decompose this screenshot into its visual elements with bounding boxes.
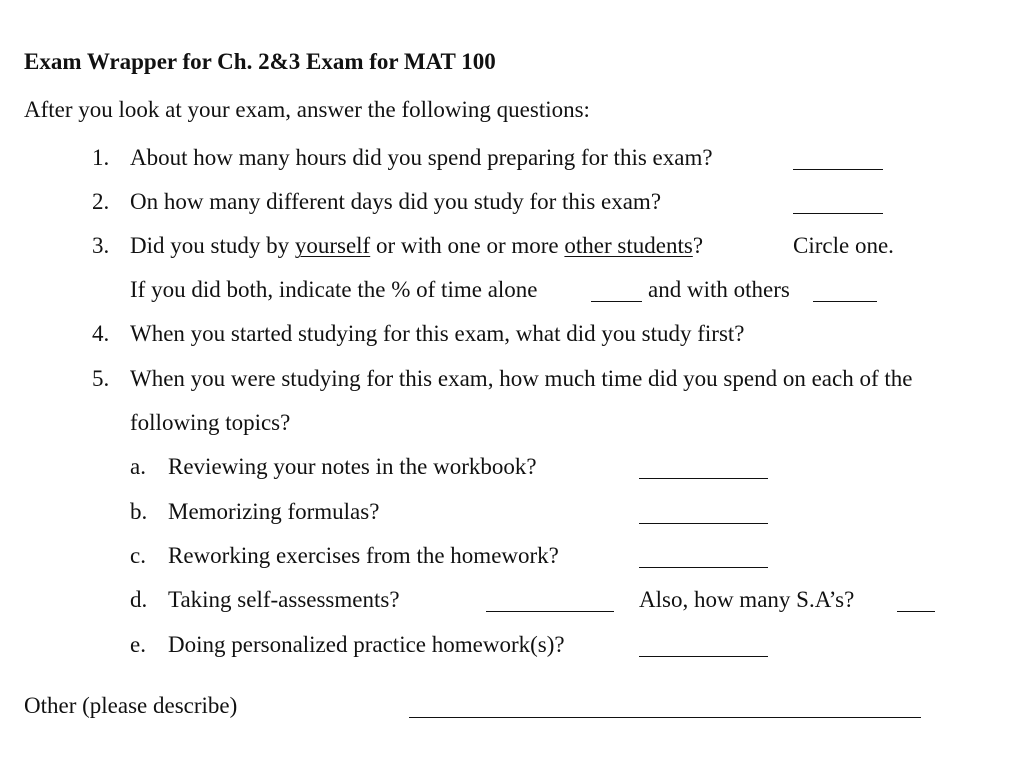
answer-blank-formulas[interactable] (639, 523, 768, 524)
answer-blank-notes[interactable] (639, 478, 768, 479)
subitem-d-text: Taking self-assessments? (168, 587, 400, 612)
subitem-b-text: Memorizing formulas? (168, 499, 380, 524)
subitem-c-letter: c. (130, 543, 146, 568)
subitem-a-text: Reviewing your notes in the workbook? (168, 454, 537, 479)
subitem-c-text: Reworking exercises from the homework? (168, 543, 559, 568)
question-3-text (130, 232, 703, 260)
answer-blank-hours[interactable] (793, 169, 883, 170)
subitem-a-letter: a. (130, 454, 146, 479)
subitem-e-text: Doing personalized practice homework(s)? (168, 632, 565, 657)
answer-blank-sa-count[interactable] (897, 611, 935, 612)
question-5-number: 5. (92, 366, 110, 391)
page-title: Exam Wrapper for Ch. 2&3 Exam for MAT 100 (24, 49, 496, 74)
question-3-text-middle: or with one or more (370, 233, 565, 258)
question-1-number: 1. (92, 145, 110, 170)
question-3-followup-part2: and with others (648, 277, 790, 302)
answer-blank-other[interactable] (409, 717, 921, 718)
option-yourself[interactable]: yourself (294, 233, 371, 258)
answer-blank-days[interactable] (793, 213, 883, 214)
option-other-students[interactable]: other students (564, 233, 693, 258)
intro-text: After you look at your exam, answer the following questions: (24, 97, 590, 122)
question-2-text: On how many different days did you study for this exam? (130, 189, 662, 214)
question-3-text-before: Did you study by (130, 233, 295, 258)
subitem-e-letter: e. (130, 632, 146, 657)
subitem-d-extra-question: Also, how many S.A’s? (639, 587, 855, 612)
question-4-number: 4. (92, 321, 110, 346)
other-label: Other (please describe) (24, 693, 238, 718)
question-5-text: When you were studying for this exam, how much time did you spend on each of the (130, 366, 913, 391)
answer-blank-percent-others[interactable] (813, 301, 877, 302)
answer-blank-practice-homework[interactable] (639, 656, 768, 657)
question-3-number: 3. (92, 233, 110, 258)
answer-blank-self-assessments[interactable] (486, 611, 614, 612)
subitem-d-letter: d. (130, 587, 148, 612)
question-3-text-after: ? (692, 233, 704, 258)
question-2-number: 2. (92, 189, 110, 214)
question-1-text: About how many hours did you spend preparing for this exam? (130, 145, 713, 170)
question-4-text: When you started studying for this exam, what did you study first? (130, 321, 745, 346)
subitem-b-letter: b. (130, 499, 148, 524)
answer-blank-exercises[interactable] (639, 567, 768, 568)
question-5-text-continued: following topics? (130, 410, 291, 435)
question-3-followup-part1: If you did both, indicate the % of time alone (130, 277, 538, 302)
answer-blank-percent-alone[interactable] (591, 301, 642, 302)
circle-one-instruction: Circle one. (793, 233, 894, 258)
